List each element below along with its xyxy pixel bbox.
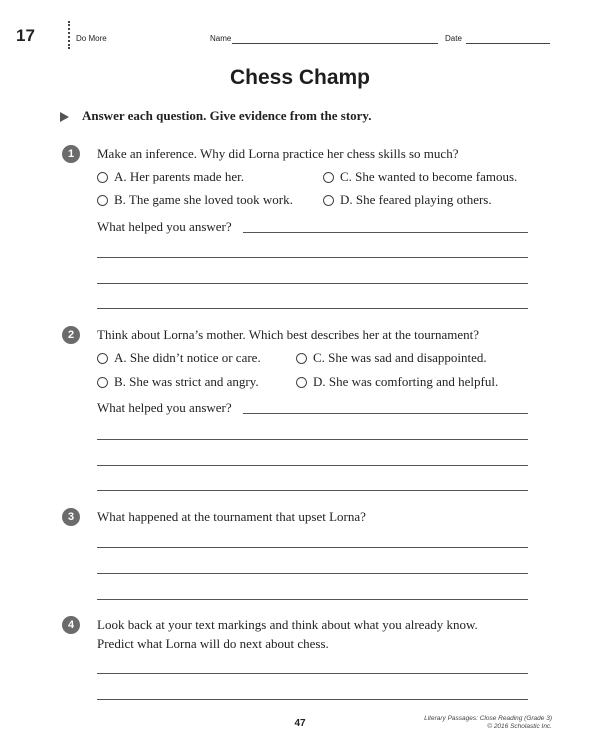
q2-option-d[interactable]	[296, 374, 498, 390]
radio-icon[interactable]	[323, 172, 334, 183]
radio-icon[interactable]	[296, 377, 307, 388]
q2-answer-line[interactable]	[97, 465, 528, 466]
q1-option-d[interactable]	[323, 192, 492, 208]
page-number: 47	[294, 718, 306, 729]
radio-icon[interactable]	[296, 353, 307, 364]
q2-helped-label: What helped you answer?	[97, 400, 232, 415]
question-number-1: 1	[62, 145, 80, 163]
q1-helped-line[interactable]	[243, 232, 528, 233]
q4-answer-line[interactable]	[97, 673, 528, 674]
q3-answer-line[interactable]	[97, 547, 528, 548]
q2-option-c-label: C. She was sad and disappointed.	[313, 350, 487, 365]
name-field[interactable]	[232, 43, 438, 44]
q1-option-a[interactable]	[97, 169, 244, 185]
q2-option-c[interactable]	[296, 350, 487, 366]
q2-helped-line[interactable]	[243, 413, 528, 414]
credit-line-1: Literary Passages: Close Reading (Grade 3)	[424, 715, 552, 722]
q4-answer-line[interactable]	[97, 699, 528, 700]
date-field[interactable]	[466, 43, 550, 44]
radio-icon[interactable]	[97, 172, 108, 183]
q1-answer-line[interactable]	[97, 308, 528, 309]
q2-option-b[interactable]	[97, 374, 259, 390]
question-number-4: 4	[62, 616, 80, 634]
question-4-text-line-2: Predict what Lorna will do next about chess.	[97, 636, 329, 651]
q2-option-a-label: A. She didn’t notice or care.	[114, 350, 261, 365]
section-label: Do More	[76, 34, 107, 43]
q1-answer-line[interactable]	[97, 257, 528, 258]
lesson-number: 17	[16, 26, 35, 45]
q1-option-c[interactable]	[323, 169, 517, 185]
q2-option-b-label: B. She was strict and angry.	[114, 374, 259, 389]
radio-icon[interactable]	[97, 353, 108, 364]
q1-answer-line[interactable]	[97, 283, 528, 284]
q3-answer-line[interactable]	[97, 573, 528, 574]
question-number-3: 3	[62, 508, 80, 526]
q2-option-a[interactable]	[97, 350, 261, 366]
question-4-text-line-1: Look back at your text markings and think about what you already know.	[97, 617, 478, 632]
arrow-icon	[60, 112, 69, 122]
q3-answer-line[interactable]	[97, 599, 528, 600]
question-2-text: Think about Lorna’s mother. Which best describes her at the tournament?	[97, 327, 480, 342]
instructions: Answer each question. Give evidence from the story.	[82, 108, 372, 123]
header-divider	[68, 21, 70, 49]
q1-option-b[interactable]	[97, 192, 293, 208]
question-3-text: What happened at the tournament that upset Lorna?	[97, 509, 366, 524]
q2-option-d-label: D. She was comforting and helpful.	[313, 374, 499, 389]
q2-answer-line[interactable]	[97, 490, 528, 491]
q2-answer-line[interactable]	[97, 439, 528, 440]
q1-option-b-label: B. The game she loved took work.	[114, 192, 293, 207]
question-number-2: 2	[62, 326, 80, 344]
radio-icon[interactable]	[97, 195, 108, 206]
radio-icon[interactable]	[97, 377, 108, 388]
q1-option-a-label: A. Her parents made her.	[114, 169, 244, 184]
radio-icon[interactable]	[323, 195, 334, 206]
date-label: Date	[445, 34, 462, 43]
q1-option-c-label: C. She wanted to become famous.	[340, 169, 518, 184]
name-label: Name	[210, 34, 232, 43]
credit-line-2: © 2016 Scholastic Inc.	[487, 723, 552, 730]
page-title: Chess Champ	[229, 66, 371, 89]
q1-helped-label: What helped you answer?	[97, 219, 232, 234]
question-1-text: Make an inference. Why did Lorna practice her chess skills so much?	[97, 146, 459, 161]
q1-option-d-label: D. She feared playing others.	[340, 192, 492, 207]
